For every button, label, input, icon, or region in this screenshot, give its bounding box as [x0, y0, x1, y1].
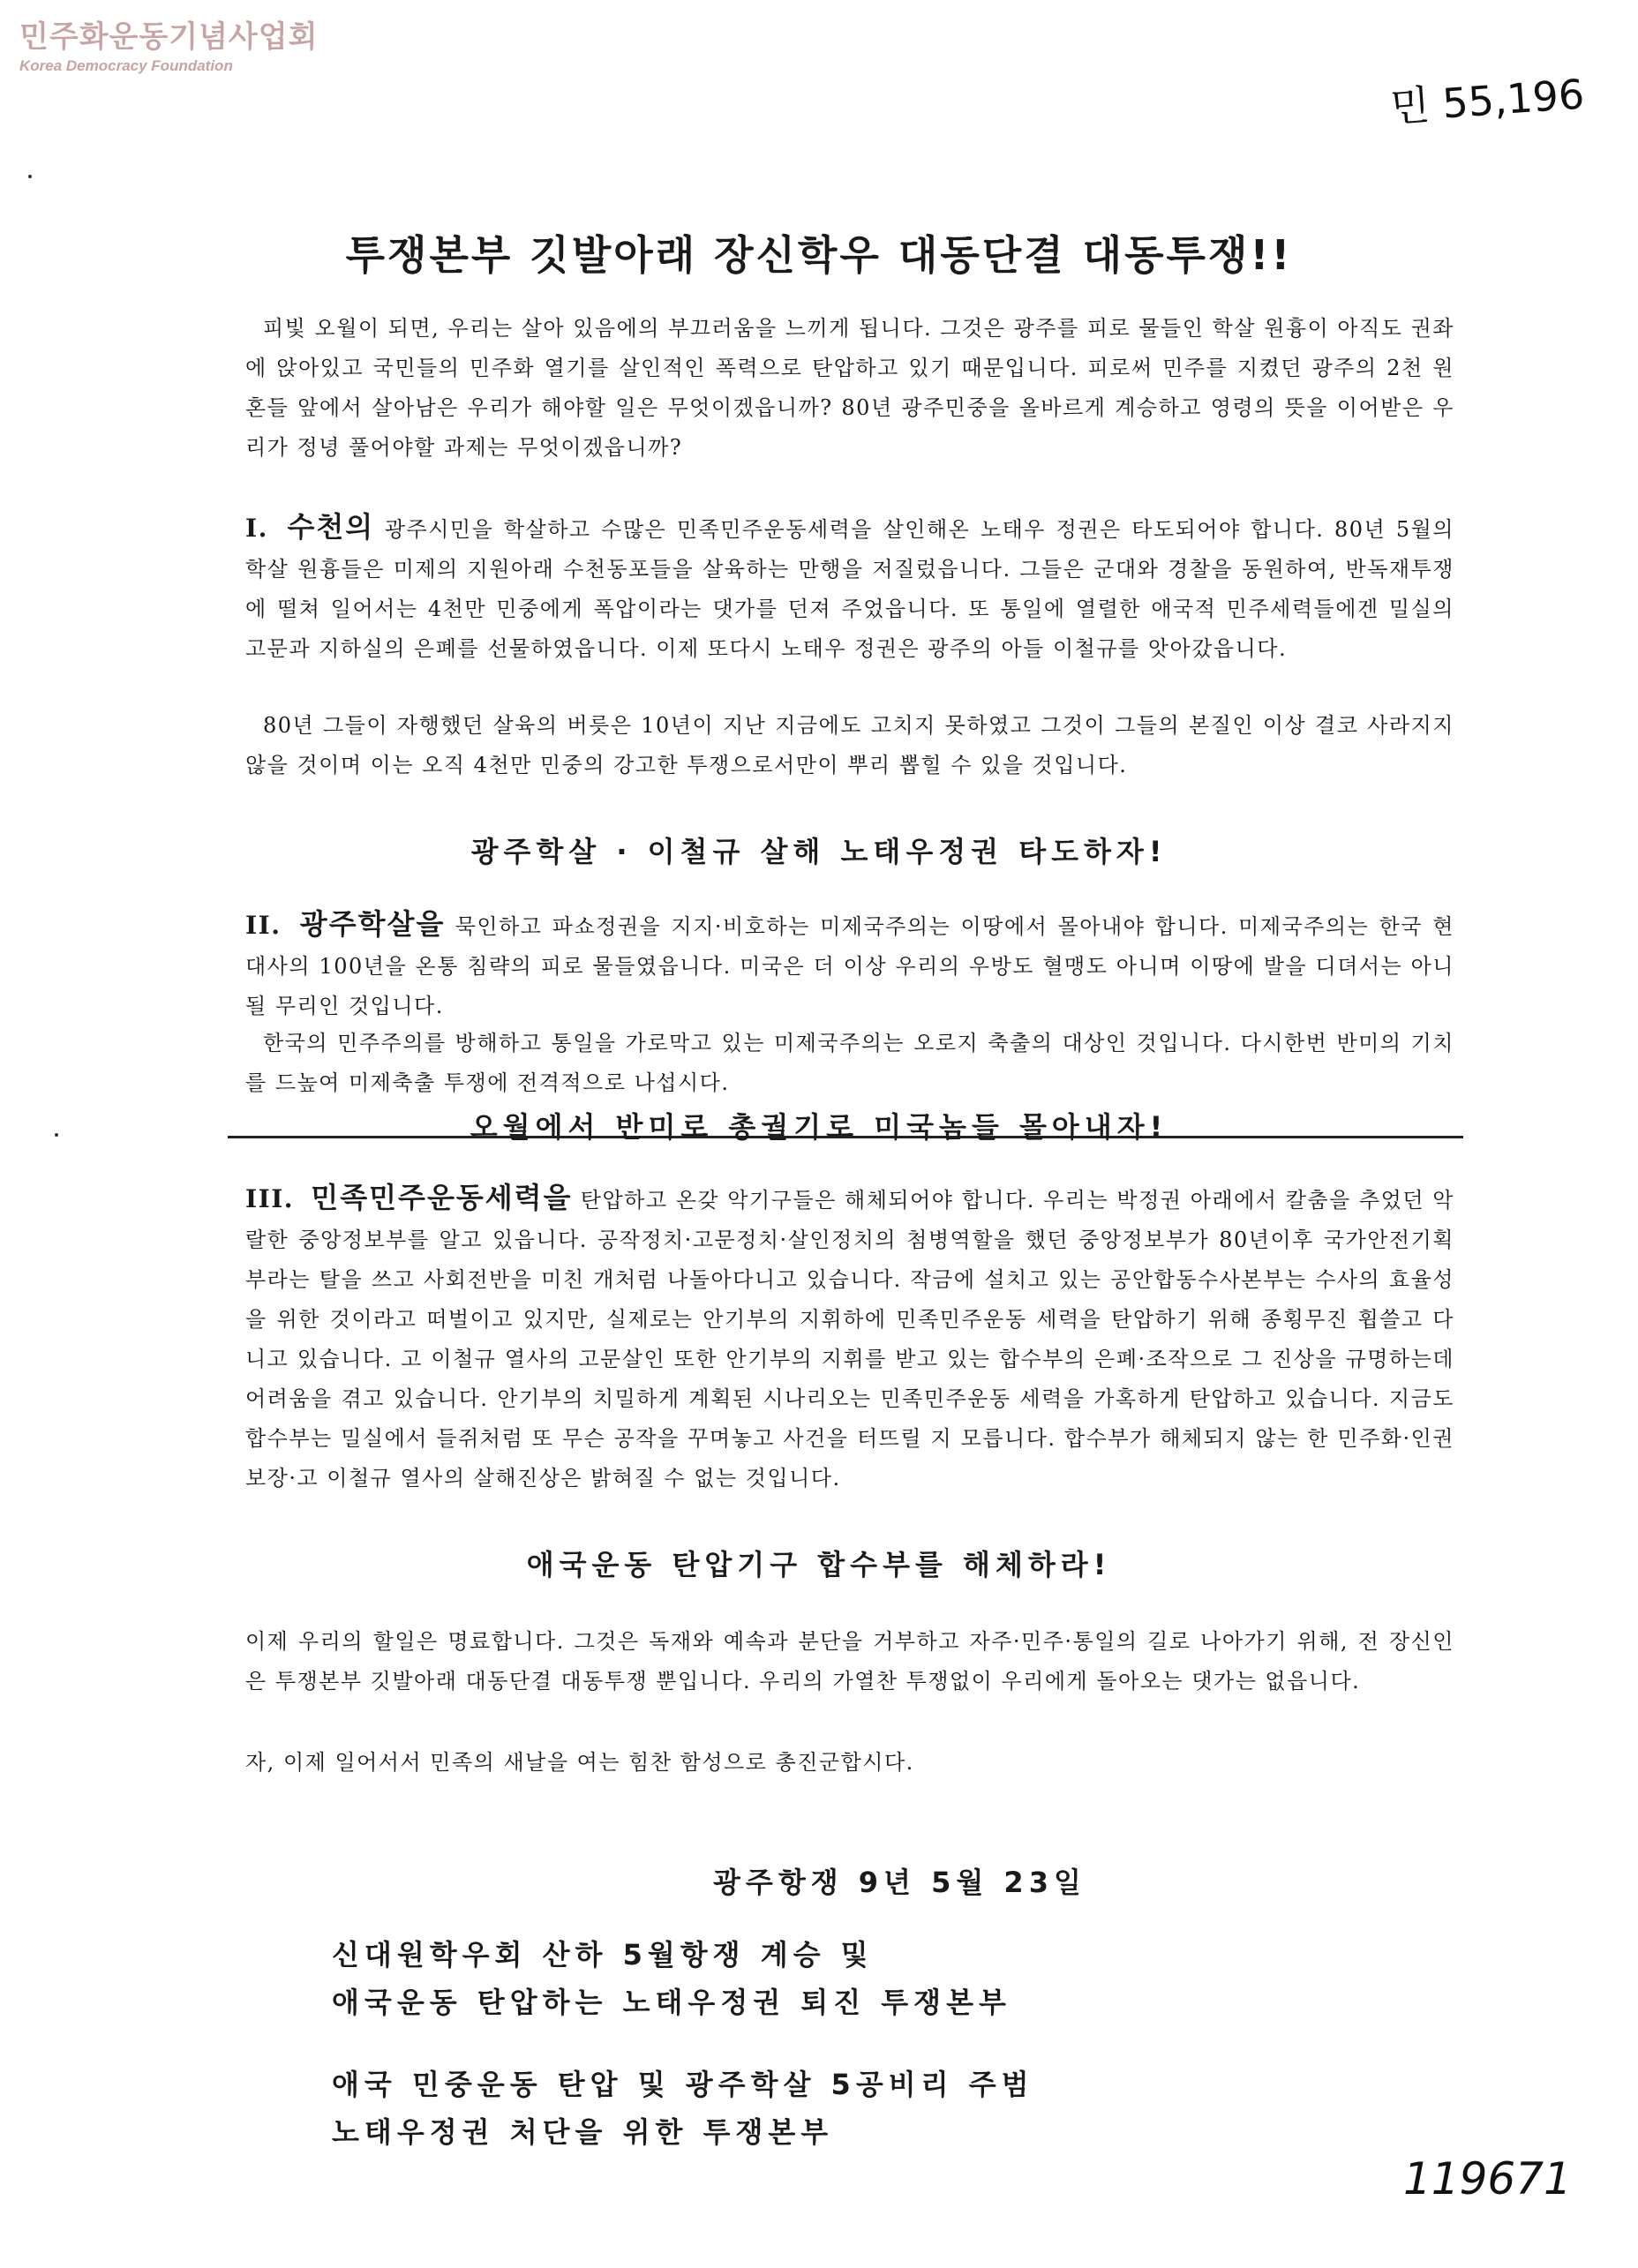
scan-speck [28, 175, 32, 178]
section-1-slogan: 광주학살 · 이철규 살해 노태우정권 타도하자! [470, 835, 1168, 868]
handwritten-archive-code: 민 55,196 [1388, 70, 1586, 131]
section-1-lead: 수천의 [287, 510, 375, 544]
issuer-1-line-2: 애국운동 탄압하는 노태우정권 퇴진 투쟁본부 [332, 1986, 1011, 2019]
watermark-logo [19, 12, 318, 75]
issuer-2-line-1: 애국 민중운동 탄압 및 광주학살 5공비리 주범 [332, 2068, 1034, 2101]
issuer-2-line-2: 노태우정권 처단을 위한 투쟁본부 [332, 2115, 834, 2149]
section-3-slogan: 애국운동 탄압기구 합수부를 해체하라! [526, 1548, 1112, 1581]
section-3-lead: 민족민주운동세력을 [311, 1181, 573, 1214]
section-2-slogan: 오월에서 반미로 총궐기로 미국놈들 몰아내자! [470, 1110, 1168, 1144]
section-3-numeral: III. [245, 1184, 295, 1213]
document-title: 투쟁본부 깃발아래 장신학우 대동단결 대동투쟁!! [345, 230, 1293, 279]
section-1-numeral: I. [245, 514, 268, 543]
section-2-paragraph [245, 905, 1454, 1026]
section-2-body: 묵인하고 파쇼정권을 지지·비호하는 미제국주의는 이땅에서 몰아내야 합니다. 미제국주의는 한국 현대사의 100년을 온통 침략의 피로 물들였읍니다. 미국은 더 이상 우리의 우방도 혈맹도 아니며 이땅에 발을 디뎌서는 아니될 무리인 것입니다. [245, 914, 1454, 1018]
section-2-numeral: II. [245, 911, 282, 940]
issuer-block-2 [332, 2061, 1034, 2156]
section-1-body: 광주시민을 학살하고 수많은 민족민주운동세력을 살인해온 노태우 정권은 타도되어야 합니다. 80년 5월의 학살 원흉들은 미제의 지원아래 수천동포들을 살육하는 만행을 저질렀읍니다. 그들은 군대와 경찰을 동원하여, 반독재투쟁에 떨쳐 일어서는 4천만 민중에게 폭압이라는 댓가를 던져 주었읍니다. 또 통일에 열렬한 애국적 민주세력들에겐 밀실의 고문과 지하실의 은폐를 선물하였읍니다. 이제 또다시 노태우 정권은 광주의 아들 이철규를 앗아갔읍니다. [245, 517, 1454, 661]
section-1-paragraph-2: 80년 그들이 자행했던 살육의 버릇은 10년이 지난 지금에도 고치지 못하였고 그것이 그들의 본질인 이상 결코 사라지지 않을 것이며 이는 오직 4천만 민중의 강고한 투쟁으로서만이 뿌리 뽑힐 수 있을 것입니다. [245, 713, 1454, 777]
section-2-paragraph-2: 한국의 민주주의를 방해하고 통일을 가로막고 있는 미제국주의는 오로지 축출의 대상인 것입니다. 다시한번 반미의 기치를 드높여 미제축출 투쟁에 전격적으로 나섭시다. [245, 1031, 1454, 1095]
section-3-paragraph [245, 1178, 1454, 1498]
section-1-paragraph [245, 507, 1454, 669]
handwritten-page-number: 119671 [1403, 2153, 1572, 2204]
section-3-body: 탄압하고 온갖 악기구들은 해체되어야 합니다. 우리는 박정권 아래에서 칼춤을 추었던 악랄한 중앙정보부를 알고 있읍니다. 공작정치·고문정치·살인정치의 첨병역할을 했던 중앙정보부가 80년이후 국가안전기획부라는 탈을 쓰고 사회전반을 미친 개처럼 나돌아다니고 있습니다. 작금에 설치고 있는 공안합동수사본부는 수사의 효율성을 위한 것이라고 떠벌이고 있지만, 실제로는 안기부의 지휘하에 민족민주운동 세력을 탄압하기 위해 종횡무진 휩쓸고 다니고 있습니다. 고 이철규 열사의 고문살인 또한 안기부의 지휘를 받고 있는 합수부의 은폐·조작으로 그 진상을 규명하는데 어려움을 겪고 있습니다. 안기부의 치밀하게 계획된 시나리오는 민족민주운동 세력을 가혹하게 탄압하고 있습니다. 지금도 합수부는 밀실에서 들쥐처럼 또 무슨 공작을 꾸며놓고 사건을 터뜨릴 지 모릅니다. 합수부가 해체되지 않는 한 민주화·인권보장·고 이철규 열사의 살해진상은 밝혀질 수 없는 것입니다. [245, 1188, 1454, 1491]
closing-call: 자, 이제 일어서서 민족의 새날을 여는 힘찬 함성으로 총진군합시다. [245, 1750, 914, 1775]
closing-paragraph: 이제 우리의 할일은 명료합니다. 그것은 독재와 예속과 분단을 거부하고 자주·민주·통일의 길로 나아가기 위해, 전 장신인은 투쟁본부 깃발아래 대동단결 대동투쟁 뿐입니다. 우리의 가열찬 투쟁없이 우리에게 돌아오는 댓가는 없읍니다. [245, 1629, 1454, 1693]
section-2-lead: 광주학살을 [299, 907, 446, 941]
watermark-english: Korea Democracy Foundation [19, 57, 233, 74]
document-date: 광주항쟁 9년 5월 23일 [713, 1866, 1086, 1899]
issuer-1-line-1: 신대원학우회 산하 5월항쟁 계승 및 [332, 1938, 874, 1971]
issuer-block-1 [332, 1931, 1011, 2026]
watermark-korean: 민주화운동기념사업회 [19, 19, 319, 55]
intro-paragraph: 피빛 오월이 되면, 우리는 살아 있음에의 부끄러움을 느끼게 됩니다. 그것은 광주를 피로 물들인 학살 원흉이 아직도 권좌에 앉아있고 국민들의 민주화 열기를 살인적인 폭력으로 탄압하고 있기 때문입니다. 피로써 민주를 지켰던 광주의 2천 원혼들 앞에서 살아남은 우리가 해야할 일은 무엇이겠읍니까? 80년 광주민중을 올바르게 계승하고 영령의 뜻을 이어받은 우리가 정녕 풀어야할 과제는 무엇이겠읍니까? [245, 316, 1454, 460]
